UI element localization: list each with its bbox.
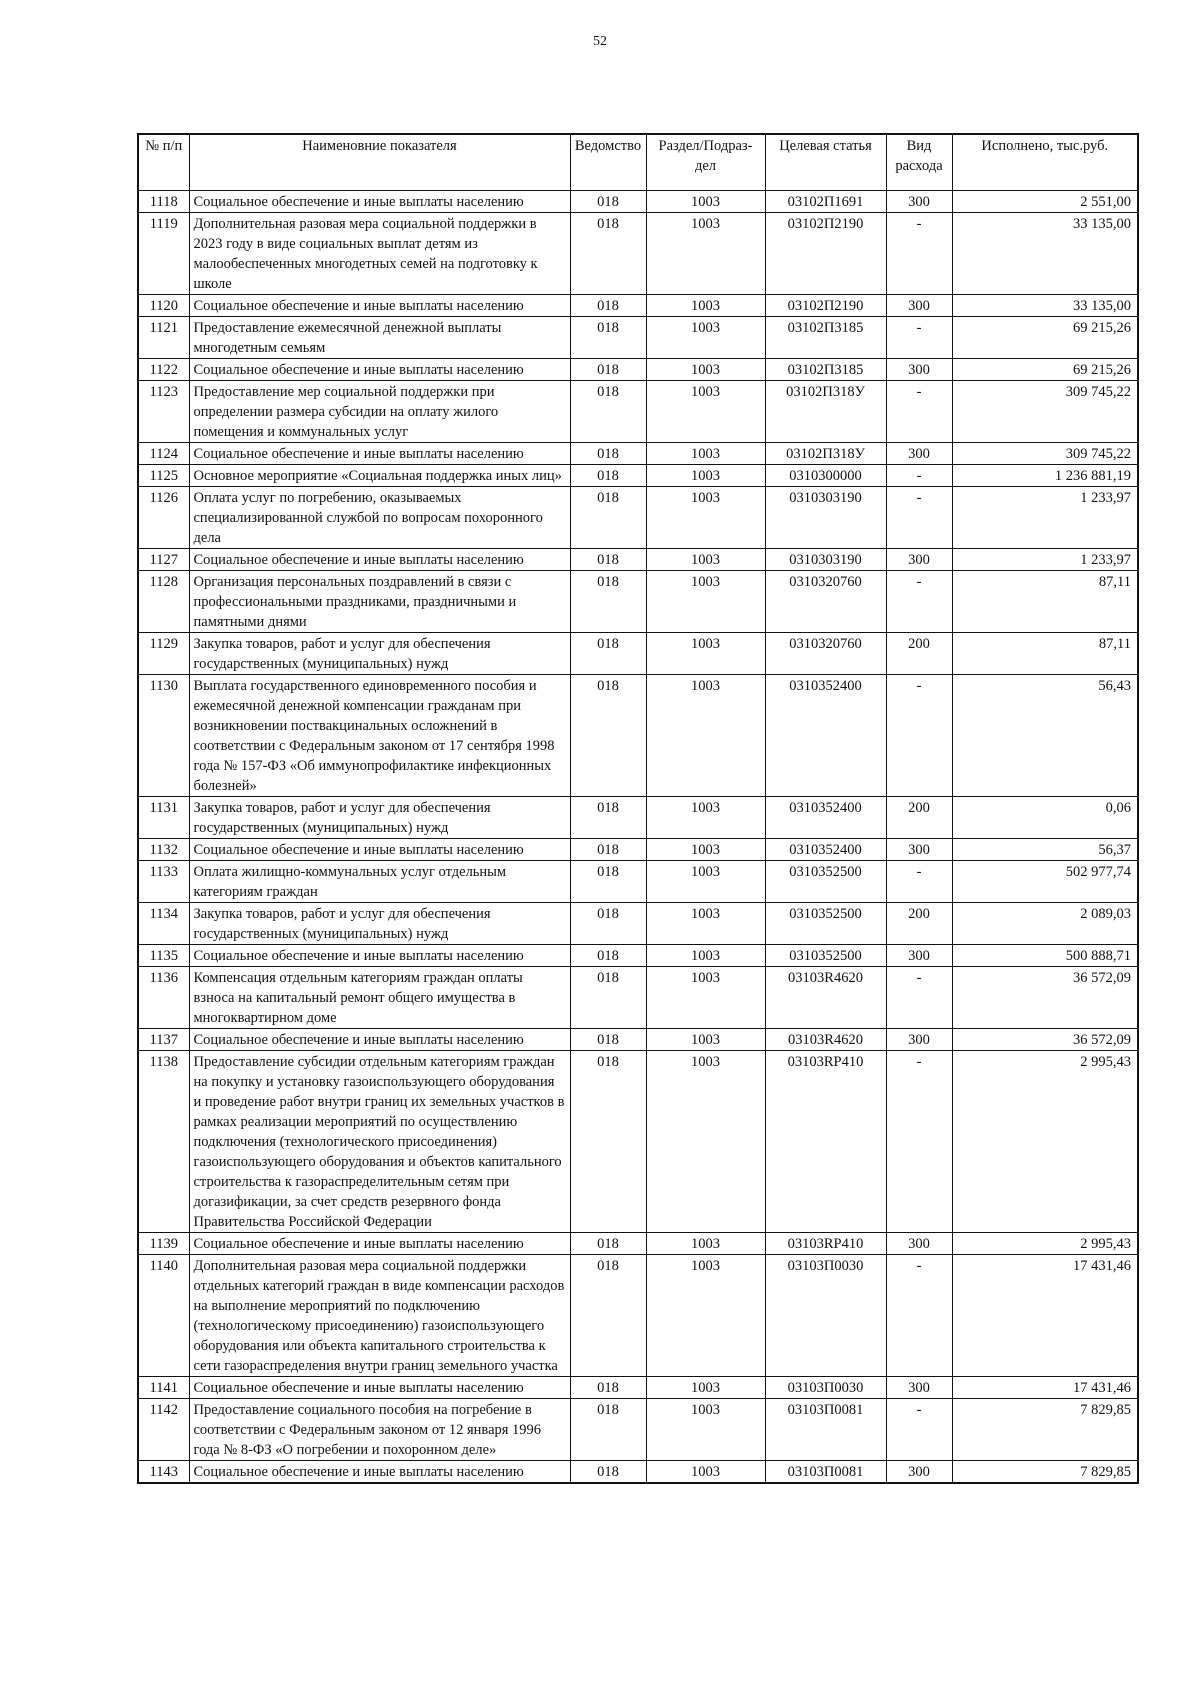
cell-number: 1130: [138, 675, 189, 797]
table-row: [138, 967, 1138, 1029]
cell-name: Предоставление социального пособия на погребение в соответствии с Федеральным законом от 12 января 1996 года № 8-ФЗ «О погребении и похоронном деле»: [189, 1399, 570, 1461]
cell-expense-type: 300: [886, 443, 952, 465]
cell-target: 03103R4620: [765, 967, 886, 1029]
cell-number: 1121: [138, 317, 189, 359]
table-row: [138, 487, 1138, 549]
cell-amount: 2 089,03: [952, 903, 1138, 945]
cell-department: 018: [570, 1377, 646, 1399]
header-cell-name: Наименовние показателя: [189, 134, 570, 191]
cell-target: 0310352400: [765, 675, 886, 797]
header-cell-department: Ведомство: [570, 134, 646, 191]
cell-name: Предоставление субсидии отдельным категориям граждан на покупку и установку газоиспользующего оборудования и проведение работ внутри границ их земельных участков в рамках реализации мероприятий по осуществлению подключения (технологического присоединения) газоиспользующего оборудования и объектов капитального строительства к газораспределительным сетям при догазификации, за счет средств резервного фонда Правительства Российской Федерации: [189, 1051, 570, 1233]
cell-name: Социальное обеспечение и иные выплаты населению: [189, 1377, 570, 1399]
cell-section: 1003: [646, 797, 765, 839]
table-row: [138, 465, 1138, 487]
cell-number: 1129: [138, 633, 189, 675]
cell-section: 1003: [646, 861, 765, 903]
cell-amount: 36 572,09: [952, 1029, 1138, 1051]
cell-name: Социальное обеспечение и иные выплаты населению: [189, 839, 570, 861]
table-row: [138, 1461, 1138, 1484]
cell-target: 03103П0081: [765, 1461, 886, 1484]
cell-section: 1003: [646, 967, 765, 1029]
table-row: [138, 945, 1138, 967]
cell-target: 03102П1691: [765, 191, 886, 213]
cell-target: 0310352400: [765, 839, 886, 861]
table-row: [138, 1029, 1138, 1051]
cell-section: 1003: [646, 191, 765, 213]
cell-number: 1134: [138, 903, 189, 945]
cell-amount: 1 233,97: [952, 549, 1138, 571]
cell-number: 1141: [138, 1377, 189, 1399]
table-row: [138, 381, 1138, 443]
cell-expense-type: -: [886, 861, 952, 903]
cell-target: 03103RP410: [765, 1233, 886, 1255]
cell-amount: 56,43: [952, 675, 1138, 797]
cell-amount: 309 745,22: [952, 381, 1138, 443]
cell-department: 018: [570, 465, 646, 487]
cell-amount: 56,37: [952, 839, 1138, 861]
cell-department: 018: [570, 1029, 646, 1051]
cell-target: 03103П0081: [765, 1399, 886, 1461]
cell-name: Социальное обеспечение и иные выплаты населению: [189, 295, 570, 317]
table-row: [138, 839, 1138, 861]
cell-department: 018: [570, 903, 646, 945]
cell-section: 1003: [646, 317, 765, 359]
cell-amount: 7 829,85: [952, 1399, 1138, 1461]
table-row: [138, 1233, 1138, 1255]
cell-section: 1003: [646, 1029, 765, 1051]
cell-amount: 502 977,74: [952, 861, 1138, 903]
cell-expense-type: 300: [886, 1377, 952, 1399]
cell-number: 1135: [138, 945, 189, 967]
cell-department: 018: [570, 381, 646, 443]
table-row: [138, 1399, 1138, 1461]
cell-expense-type: 300: [886, 1029, 952, 1051]
table-row: [138, 317, 1138, 359]
cell-number: 1143: [138, 1461, 189, 1484]
cell-target: 03102П3185: [765, 359, 886, 381]
cell-section: 1003: [646, 295, 765, 317]
table-row: [138, 861, 1138, 903]
cell-expense-type: -: [886, 1255, 952, 1377]
header-cell-number: № п/п: [138, 134, 189, 191]
cell-department: 018: [570, 571, 646, 633]
cell-section: 1003: [646, 213, 765, 295]
cell-section: 1003: [646, 465, 765, 487]
cell-expense-type: -: [886, 675, 952, 797]
table-header: [138, 134, 1138, 191]
table-row: [138, 359, 1138, 381]
cell-expense-type: -: [886, 213, 952, 295]
cell-department: 018: [570, 633, 646, 675]
cell-department: 018: [570, 443, 646, 465]
cell-amount: 69 215,26: [952, 317, 1138, 359]
cell-amount: 87,11: [952, 571, 1138, 633]
cell-name: Социальное обеспечение и иные выплаты населению: [189, 549, 570, 571]
cell-section: 1003: [646, 1233, 765, 1255]
cell-amount: 1 236 881,19: [952, 465, 1138, 487]
cell-name: Дополнительная разовая мера социальной поддержки отдельных категорий граждан в виде компенсации расходов на выполнение мероприятий по подключению (технологическому присоединению) газоиспользующего оборудования или объекта капитального строительства к сети газораспределения внутри границ земельного участка: [189, 1255, 570, 1377]
cell-amount: 17 431,46: [952, 1377, 1138, 1399]
cell-amount: 309 745,22: [952, 443, 1138, 465]
cell-target: 03102П3185: [765, 317, 886, 359]
cell-name: Предоставление мер социальной поддержки при определении размера субсидии на оплату жилого помещения и коммунальных услуг: [189, 381, 570, 443]
table-row: [138, 1051, 1138, 1233]
cell-department: 018: [570, 549, 646, 571]
table-row: [138, 675, 1138, 797]
cell-section: 1003: [646, 839, 765, 861]
cell-department: 018: [570, 1461, 646, 1484]
cell-target: 0310303190: [765, 487, 886, 549]
cell-name: Организация персональных поздравлений в связи с профессиональными праздниками, праздничными и памятными днями: [189, 571, 570, 633]
cell-section: 1003: [646, 359, 765, 381]
cell-number: 1138: [138, 1051, 189, 1233]
header-cell-expense-type: Вид расхода: [886, 134, 952, 191]
cell-amount: 500 888,71: [952, 945, 1138, 967]
table-row: [138, 571, 1138, 633]
cell-amount: 2 551,00: [952, 191, 1138, 213]
header-cell-section: Раздел/Подраз-дел: [646, 134, 765, 191]
cell-name: Социальное обеспечение и иные выплаты населению: [189, 191, 570, 213]
cell-section: 1003: [646, 381, 765, 443]
page-number: 52: [593, 34, 607, 49]
cell-department: 018: [570, 797, 646, 839]
cell-department: 018: [570, 213, 646, 295]
table-row: [138, 903, 1138, 945]
cell-expense-type: 300: [886, 945, 952, 967]
table-row: [138, 633, 1138, 675]
cell-target: 0310352400: [765, 797, 886, 839]
cell-department: 018: [570, 487, 646, 549]
cell-section: 1003: [646, 675, 765, 797]
cell-expense-type: 300: [886, 359, 952, 381]
cell-expense-type: 300: [886, 549, 952, 571]
cell-target: 0310303190: [765, 549, 886, 571]
cell-section: 1003: [646, 1377, 765, 1399]
cell-amount: 1 233,97: [952, 487, 1138, 549]
cell-department: 018: [570, 317, 646, 359]
table-row: [138, 549, 1138, 571]
cell-number: 1139: [138, 1233, 189, 1255]
cell-amount: 87,11: [952, 633, 1138, 675]
cell-department: 018: [570, 359, 646, 381]
cell-name: Выплата государственного единовременного пособия и ежемесячной денежной компенсации гражданам при возникновении поствакцинальных осложнений в соответствии с Федеральным законом от 17 сентября 1998 года № 157-ФЗ «Об иммунопрофилактике инфекционных болезней»: [189, 675, 570, 797]
cell-number: 1142: [138, 1399, 189, 1461]
cell-department: 018: [570, 861, 646, 903]
cell-section: 1003: [646, 1051, 765, 1233]
cell-department: 018: [570, 191, 646, 213]
table-row: [138, 213, 1138, 295]
cell-number: 1137: [138, 1029, 189, 1051]
cell-number: 1128: [138, 571, 189, 633]
cell-target: 03102П318У: [765, 443, 886, 465]
table-row: [138, 295, 1138, 317]
table-row: [138, 1255, 1138, 1377]
cell-section: 1003: [646, 571, 765, 633]
cell-amount: 33 135,00: [952, 295, 1138, 317]
cell-amount: 0,06: [952, 797, 1138, 839]
cell-expense-type: -: [886, 317, 952, 359]
cell-target: 0310320760: [765, 633, 886, 675]
cell-target: 0310300000: [765, 465, 886, 487]
cell-name: Социальное обеспечение и иные выплаты населению: [189, 1461, 570, 1484]
cell-name: Закупка товаров, работ и услуг для обеспечения государственных (муниципальных) нужд: [189, 633, 570, 675]
cell-section: 1003: [646, 1461, 765, 1484]
cell-target: 0310352500: [765, 945, 886, 967]
cell-department: 018: [570, 945, 646, 967]
cell-amount: 2 995,43: [952, 1233, 1138, 1255]
cell-section: 1003: [646, 549, 765, 571]
cell-target: 03103П0030: [765, 1377, 886, 1399]
cell-target: 03102П318У: [765, 381, 886, 443]
cell-expense-type: 300: [886, 1461, 952, 1484]
cell-department: 018: [570, 1051, 646, 1233]
cell-name: Оплата услуг по погребению, оказываемых специализированной службой по вопросам похоронного дела: [189, 487, 570, 549]
cell-expense-type: -: [886, 1051, 952, 1233]
cell-target: 03103R4620: [765, 1029, 886, 1051]
cell-target: 03103П0030: [765, 1255, 886, 1377]
cell-section: 1003: [646, 945, 765, 967]
cell-expense-type: 200: [886, 797, 952, 839]
cell-number: 1126: [138, 487, 189, 549]
cell-section: 1003: [646, 443, 765, 465]
cell-name: Социальное обеспечение и иные выплаты населению: [189, 1029, 570, 1051]
cell-name: Социальное обеспечение и иные выплаты населению: [189, 1233, 570, 1255]
cell-amount: 7 829,85: [952, 1461, 1138, 1484]
cell-section: 1003: [646, 1255, 765, 1377]
cell-number: 1127: [138, 549, 189, 571]
cell-section: 1003: [646, 1399, 765, 1461]
cell-department: 018: [570, 1255, 646, 1377]
cell-name: Основное мероприятие «Социальная поддержка иных лиц»: [189, 465, 570, 487]
cell-expense-type: 300: [886, 295, 952, 317]
cell-target: 03103RP410: [765, 1051, 886, 1233]
cell-name: Предоставление ежемесячной денежной выплаты многодетным семьям: [189, 317, 570, 359]
cell-expense-type: -: [886, 967, 952, 1029]
cell-number: 1133: [138, 861, 189, 903]
cell-department: 018: [570, 1233, 646, 1255]
table-row: [138, 443, 1138, 465]
cell-name: Социальное обеспечение и иные выплаты населению: [189, 443, 570, 465]
cell-amount: 2 995,43: [952, 1051, 1138, 1233]
cell-expense-type: 300: [886, 191, 952, 213]
cell-number: 1125: [138, 465, 189, 487]
cell-expense-type: 200: [886, 903, 952, 945]
cell-expense-type: 200: [886, 633, 952, 675]
cell-expense-type: 300: [886, 1233, 952, 1255]
cell-department: 018: [570, 295, 646, 317]
cell-department: 018: [570, 1399, 646, 1461]
table-body: [138, 191, 1138, 1484]
header-cell-amount: Исполнено, тыс.руб.: [952, 134, 1138, 191]
cell-number: 1123: [138, 381, 189, 443]
table-row: [138, 191, 1138, 213]
cell-number: 1120: [138, 295, 189, 317]
cell-department: 018: [570, 839, 646, 861]
cell-expense-type: -: [886, 487, 952, 549]
cell-expense-type: -: [886, 571, 952, 633]
cell-department: 018: [570, 675, 646, 797]
cell-expense-type: -: [886, 381, 952, 443]
budget-table-container: [137, 133, 1137, 1484]
cell-name: Оплата жилищно-коммунальных услуг отдельным категориям граждан: [189, 861, 570, 903]
cell-target: 0310320760: [765, 571, 886, 633]
cell-number: 1131: [138, 797, 189, 839]
cell-expense-type: 300: [886, 839, 952, 861]
header-row: [138, 134, 1138, 191]
cell-number: 1118: [138, 191, 189, 213]
cell-name: Дополнительная разовая мера социальной поддержки в 2023 году в виде социальных выплат детям из малообеспеченных многодетных семей на подготовку к школе: [189, 213, 570, 295]
cell-amount: 69 215,26: [952, 359, 1138, 381]
cell-amount: 36 572,09: [952, 967, 1138, 1029]
cell-amount: 17 431,46: [952, 1255, 1138, 1377]
cell-number: 1132: [138, 839, 189, 861]
table-row: [138, 1377, 1138, 1399]
table-row: [138, 797, 1138, 839]
cell-section: 1003: [646, 487, 765, 549]
cell-number: 1140: [138, 1255, 189, 1377]
header-cell-target: Целевая статья: [765, 134, 886, 191]
cell-target: 03102П2190: [765, 295, 886, 317]
cell-target: 0310352500: [765, 861, 886, 903]
cell-number: 1136: [138, 967, 189, 1029]
cell-number: 1119: [138, 213, 189, 295]
cell-section: 1003: [646, 633, 765, 675]
cell-expense-type: -: [886, 465, 952, 487]
budget-table: [137, 133, 1139, 1484]
cell-department: 018: [570, 967, 646, 1029]
cell-target: 0310352500: [765, 903, 886, 945]
cell-name: Социальное обеспечение и иные выплаты населению: [189, 359, 570, 381]
cell-expense-type: -: [886, 1399, 952, 1461]
cell-section: 1003: [646, 903, 765, 945]
cell-name: Социальное обеспечение и иные выплаты населению: [189, 945, 570, 967]
cell-name: Компенсация отдельным категориям граждан оплаты взноса на капитальный ремонт общего имущества в многоквартирном доме: [189, 967, 570, 1029]
cell-number: 1124: [138, 443, 189, 465]
cell-name: Закупка товаров, работ и услуг для обеспечения государственных (муниципальных) нужд: [189, 797, 570, 839]
cell-target: 03102П2190: [765, 213, 886, 295]
cell-amount: 33 135,00: [952, 213, 1138, 295]
cell-name: Закупка товаров, работ и услуг для обеспечения государственных (муниципальных) нужд: [189, 903, 570, 945]
cell-number: 1122: [138, 359, 189, 381]
